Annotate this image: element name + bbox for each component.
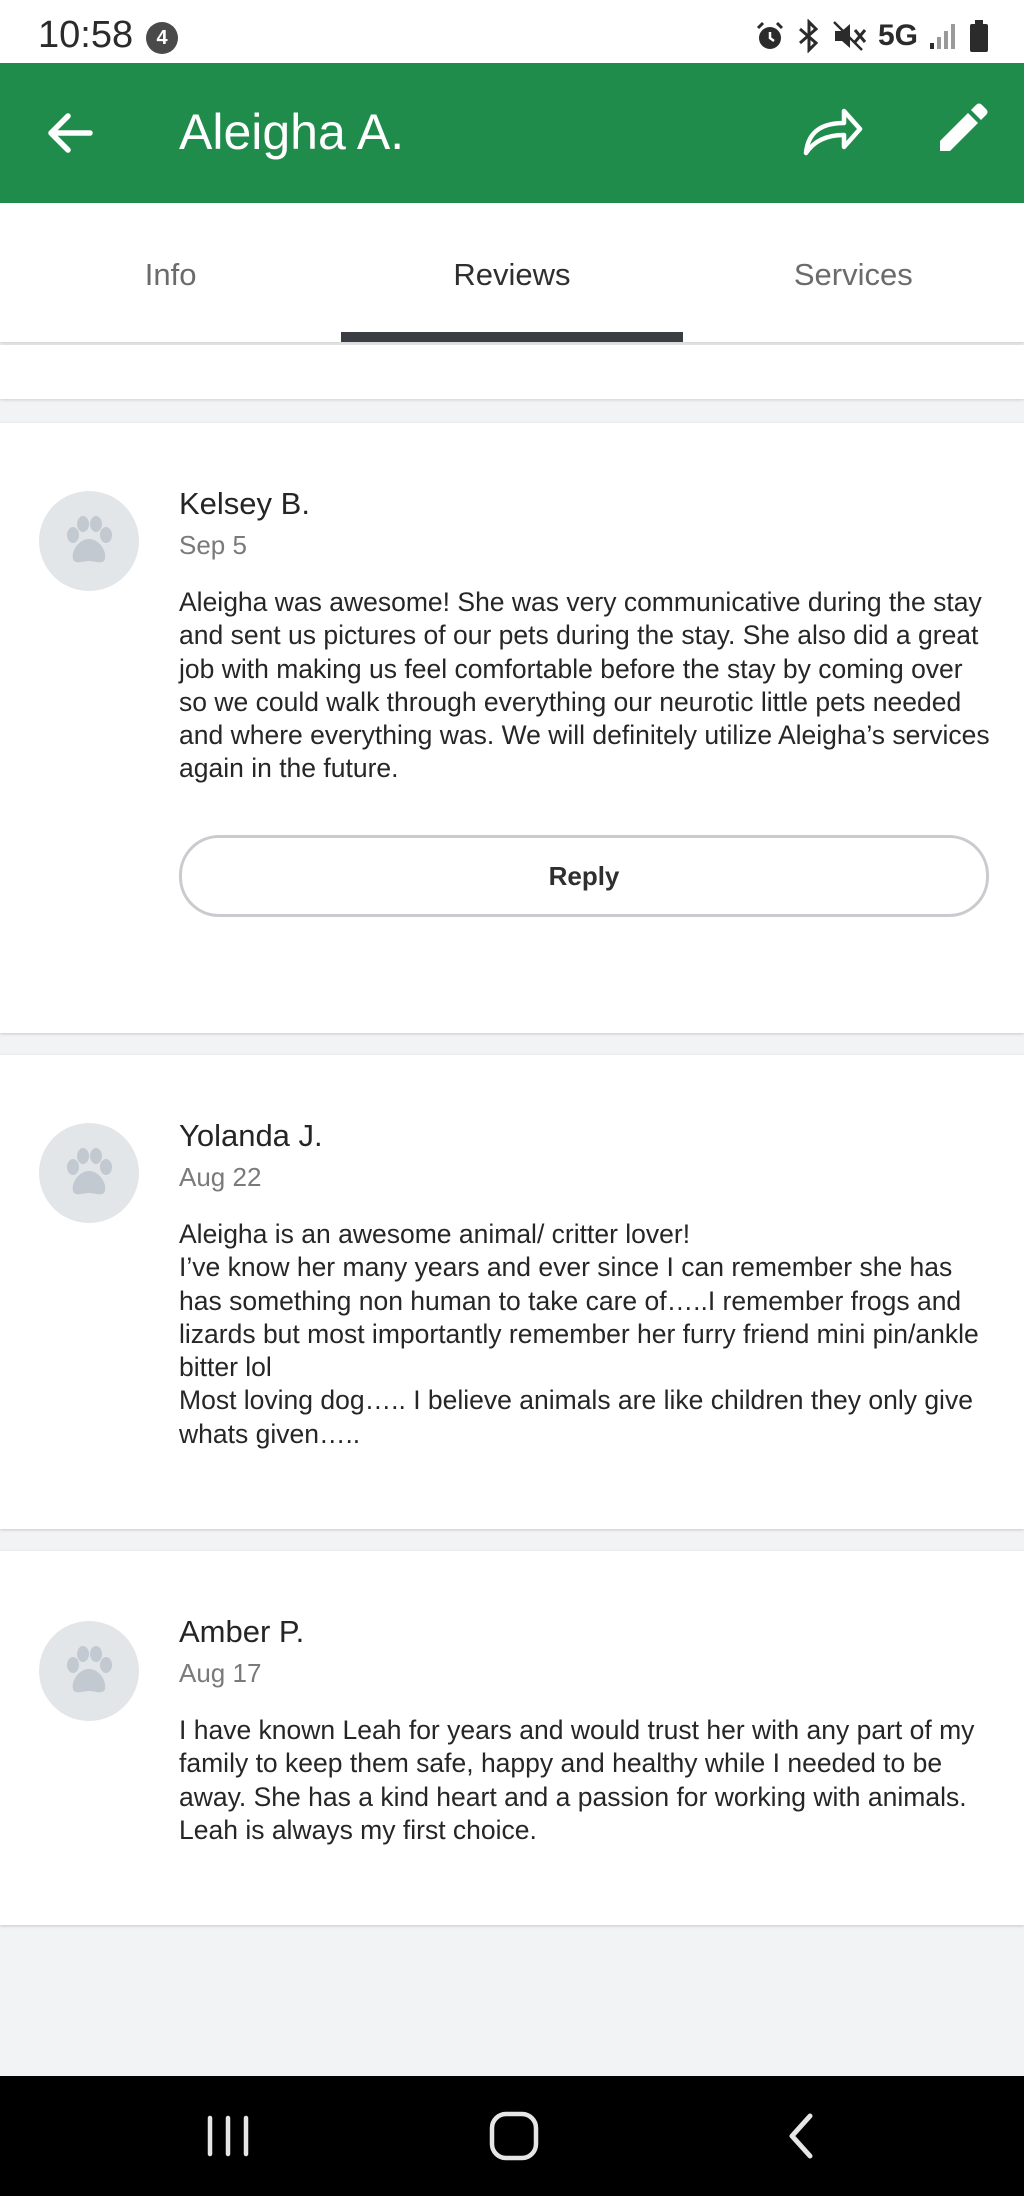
- review-text: Aleigha was awesome! She was very communicative during the stay and sent us pictures of our pets during the stay. She also did a great job with making us feel comfortable before the stay by coming over so we could walk through everything our neurotic little pets needed and where everything was. We will definitely utilize Aleigha’s services again in the future.: [179, 587, 990, 784]
- system-nav-bar: [0, 2076, 1024, 2196]
- review-date: Sep 5: [179, 530, 247, 560]
- share-button[interactable]: [800, 101, 866, 161]
- bluetooth-icon: [796, 19, 822, 53]
- home-button[interactable]: [484, 2106, 544, 2166]
- tab-bar: [0, 203, 1024, 342]
- review-card: [0, 1055, 1024, 1529]
- tab-services[interactable]: Services: [793, 257, 913, 292]
- back-arrow-icon: [40, 103, 100, 163]
- paw-icon: [61, 1643, 117, 1699]
- avatar: [39, 1621, 139, 1721]
- reviewer-name: Amber P.: [179, 1614, 305, 1649]
- battery-icon: [968, 19, 990, 53]
- app-bar: [0, 63, 1024, 203]
- tab-reviews[interactable]: Reviews: [341, 203, 682, 342]
- share-icon: [800, 101, 866, 161]
- review-card: [0, 423, 1024, 1033]
- back-icon: [772, 2106, 832, 2166]
- reviewer-name: Kelsey B.: [179, 486, 310, 521]
- notification-count-badge: 4: [146, 22, 178, 54]
- paw-icon: [61, 513, 117, 569]
- page-title: Aleigha A.: [179, 104, 405, 160]
- reviewer-name: Yolanda J.: [179, 1118, 323, 1153]
- status-time: 10:58: [38, 14, 134, 56]
- avatar: [39, 491, 139, 591]
- review-date: Aug 22: [179, 1162, 262, 1192]
- status-icons: [754, 18, 990, 54]
- review-card: [0, 1551, 1024, 1925]
- previous-card-bottom: [0, 345, 1024, 399]
- recent-apps-icon: [198, 2106, 258, 2166]
- reply-button[interactable]: Reply: [179, 835, 989, 917]
- tab-info[interactable]: Info: [144, 257, 197, 292]
- edit-button[interactable]: [930, 101, 990, 161]
- edit-pencil-icon: [930, 101, 990, 161]
- review-date: Aug 17: [179, 1658, 262, 1688]
- nav-back-button[interactable]: [772, 2106, 832, 2166]
- paw-icon: [61, 1145, 117, 1201]
- signal-icon: [928, 21, 958, 51]
- recent-apps-button[interactable]: [198, 2106, 258, 2166]
- status-bar: [0, 0, 1024, 63]
- review-text: I have known Leah for years and would trust her with any part of my family to keep them safe, happy and healthy while I needed to be away. She has a kind heart and a passion for working with animals. Leah is always my first choice.: [179, 1715, 975, 1845]
- review-text: Aleigha is an awesome animal/ critter lover! I’ve know her many years and ever since I can remember she has has something non human to take care of…..I remember frogs and lizards but most importantly remember her furry friend mini pin/ankle bitter lol Most loving dog….. I believe animals are like children they only give whats given…..: [179, 1219, 979, 1449]
- network-label: 5G: [877, 19, 918, 52]
- alarm-icon: [754, 20, 786, 52]
- avatar: [39, 1123, 139, 1223]
- home-icon: [484, 2106, 544, 2166]
- mute-icon: [832, 20, 868, 52]
- back-button[interactable]: [40, 103, 100, 163]
